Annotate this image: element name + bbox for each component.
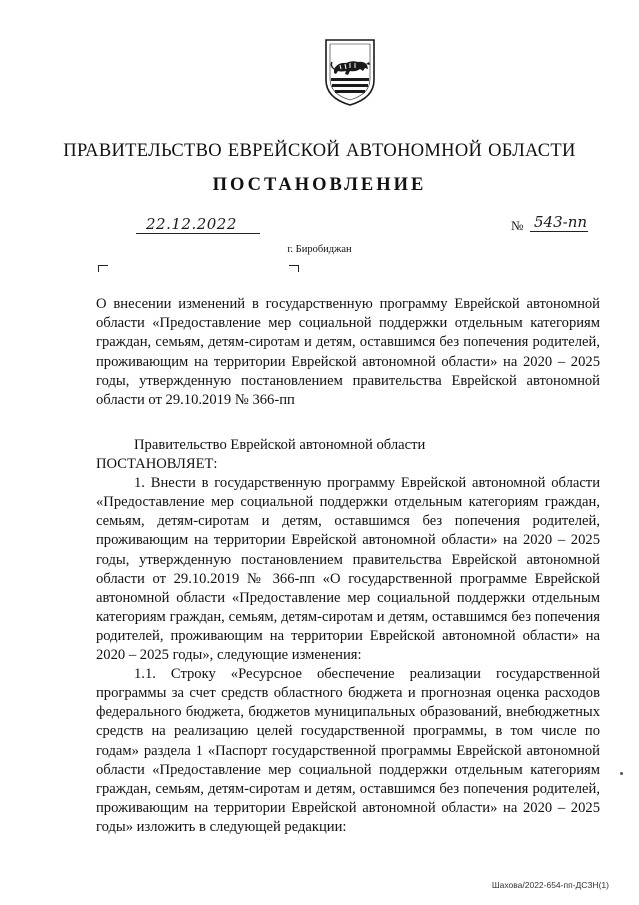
coat-of-arms-emblem [322,36,378,108]
government-title: ПРАВИТЕЛЬСТВО ЕВРЕЙСКОЙ АВТОНОМНОЙ ОБЛАСТИ [63,141,576,161]
decree-body [96,436,600,837]
footer-document-code: Шахова/2022-654-пп-ДСЗН(1) [491,880,609,890]
document-date: 22.12.2022 [136,214,260,234]
intro-line: Правительство Еврейской автономной области [134,437,426,453]
paragraph-1: 1. Внести в государственную программу Еврейской автономной области «Предоставление мер социальной поддержки отдельным категориям граждан, семьям, детям-сиротам и детям, оставшимся без попечения родителей, проживающим на территории Еврейской автономной области» на 2020 – 2025 годы, утвержденную постановлением правительства Еврейской автономной области от 29.10.2019 № 366-пп «О государственной программе Еврейской автономной области «Предоставление мер социальной поддержки отдельным категориям граждан, семьям, детям-сиротам и детям, оставшимся без попечения родителей, проживающим на территории Еврейской автономной области» на 2020 – 2025 годы», следующие изменения: [96,475,600,664]
scan-dot [620,772,623,775]
subject-corner-right [289,265,299,272]
city-label: г. Биробиджан [287,244,352,255]
number-sign: № [511,218,524,233]
decree-subject: О внесении изменений в государственную программу Еврейской автономной области «Предоставление мер социальной поддержки отдельным категориям граждан, семьям, детям-сиротам и детям, оставшимся без попечения родителей, проживающим на территории Еврейской автономной области» на 2020 – 2025 годы, утвержденную постановлением правительства Еврейской автономной области от 29.10.2019 № 366-пп [96,296,600,409]
paragraph-1-1: 1.1. Строку «Ресурсное обеспечение реализации государственной программы за счет средств областного бюджета и прогнозная оценка расходов федерального бюджета, бюджетов муниципальных образований, внебюджетных средств на реализацию целей государственной программы, в том числе по годам» раздела 1 «Паспорт государственной программы Еврейской автономной области «Предоставление мер социальной поддержки отдельным категориям граждан, семьям, детям-сиротам и детям, оставшимся без попечения родителей, проживающим на территории Еврейской автономной области» на 2020 – 2025 годы» изложить в следующей редакции: [96,666,600,835]
subject-corner-left [98,265,108,272]
document-type-title: ПОСТАНОВЛЕНИЕ [212,175,427,195]
resolves-line: ПОСТАНОВЛЯЕТ: [96,456,218,473]
document-number: 543-пп [530,212,588,232]
